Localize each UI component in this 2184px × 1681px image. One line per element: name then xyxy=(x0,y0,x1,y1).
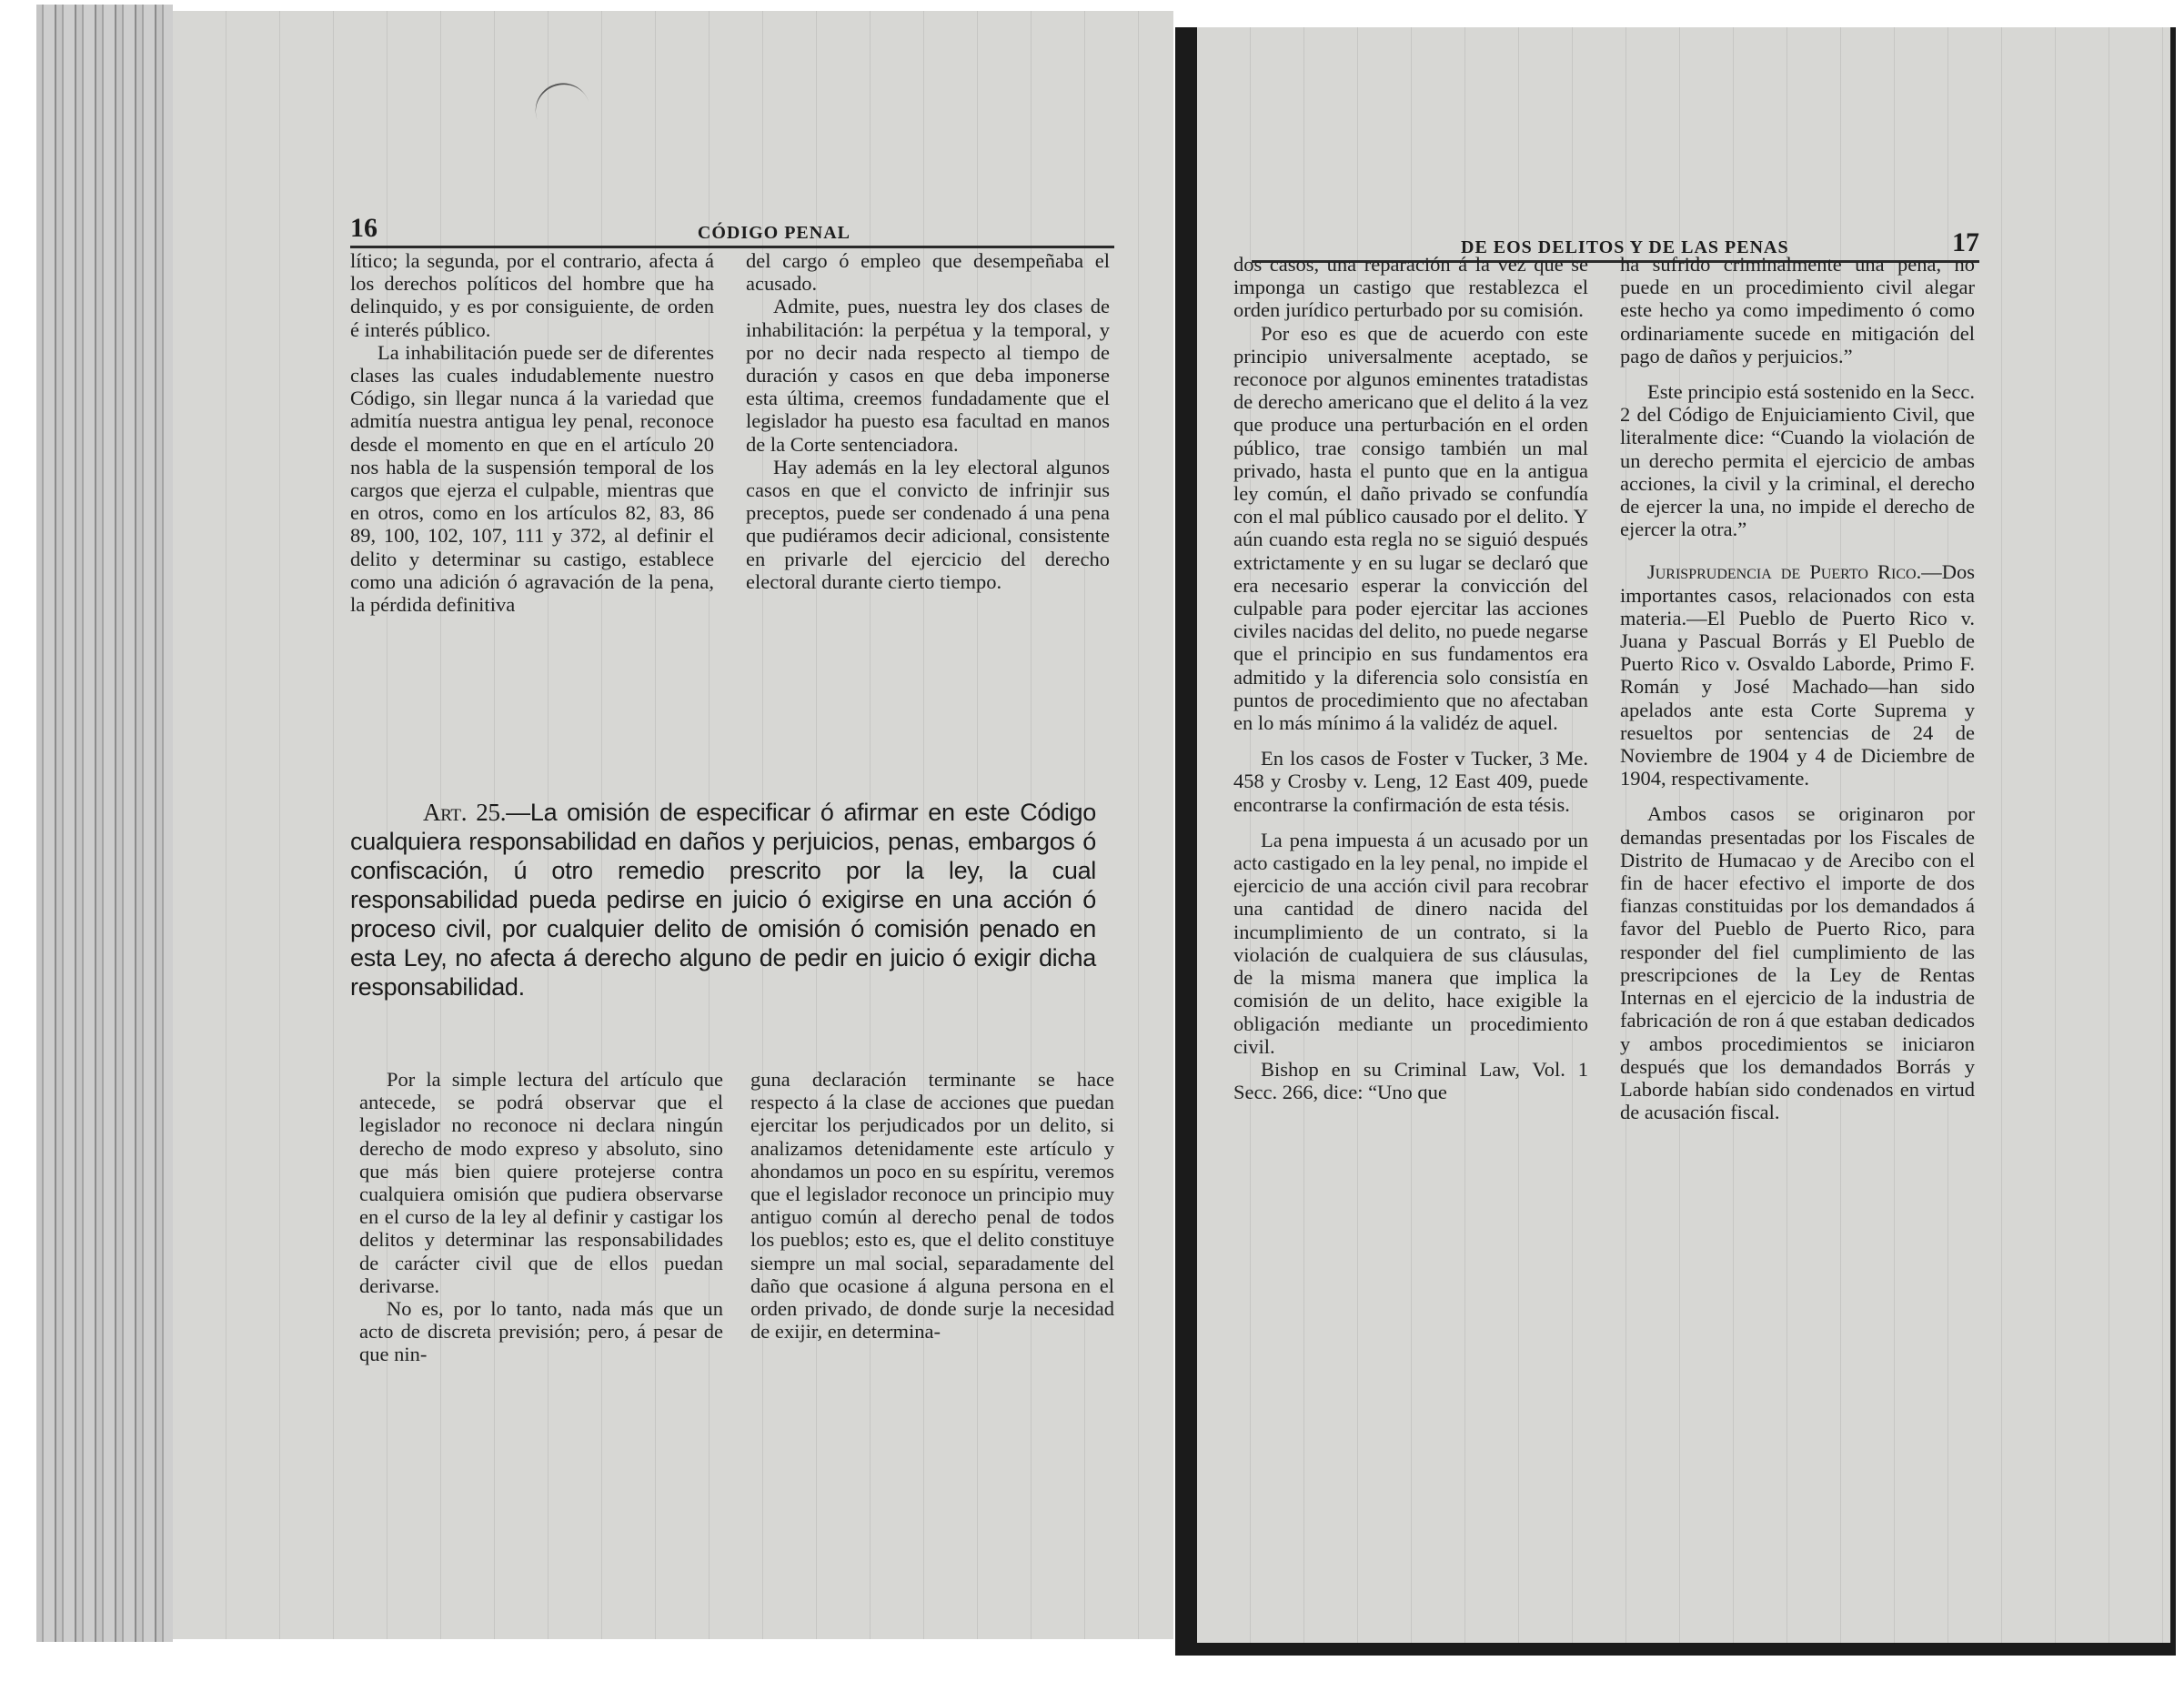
right-column-1 xyxy=(1233,253,1588,1103)
paragraph: dos casos, una reparación á la vez que se imponga un castigo que restablezca el orden jurídico perturbado por su comisión. xyxy=(1233,253,1588,322)
left-page xyxy=(173,11,1173,1639)
left-column-3 xyxy=(359,1068,723,1366)
page-number: 16 xyxy=(350,213,377,243)
paragraph: En los casos de Foster v Tucker, 3 Me. 458 y Crosby v. Leng, 12 East 409, puede encontrarse la confirmación de esta tésis. xyxy=(1233,747,1588,816)
paragraph: Admite, pues, nuestra ley dos clases de inhabilitación: la perpétua y la temporal, y por no decir nada respecto al tiempo de duración y casos en que deba imponerse esta última, creemos fundadamente que el legislador ha puesto esa facultad en manos de la Corte sentenciadora. xyxy=(746,295,1110,456)
paragraph: guna declaración terminante se hace respecto á la clase de acciones que puedan ejercitar los perjudicados por un delito, si analizamos detenidamente este artículo y ahondamos un poco en su espíritu, veremos que el legislador reconoce un principio muy antiguo común al derecho penal de todos los pueblos; esto es, que el delito constituye siempre un mal social, separadamente del daño que ocasione á alguna persona en el orden privado, de donde surje la necesidad de exijir, en determina- xyxy=(750,1068,1114,1344)
running-title: DE EOS DELITOS Y DE LAS PENAS xyxy=(1461,237,1789,257)
paragraph: Hay además en la ley electoral algunos casos en que el convicto de infrinjir sus preceptos, puede ser condenado á una pena que pudiéramos decir adicional, consistente en privarle del ejercicio del derecho electoral durante cierto tiempo. xyxy=(746,455,1110,593)
article-text: —La omisión de especificar ó afirmar en este Código cualquiera responsabilidad en daños y perjuicios, penas, embargos ó confiscación, ú otro remedio prescrito por la ley, la cual responsabilidad pueda pedirse en juicio ó exigirse en una acción ó proceso civil, por cualquier delito de omisión ó comisión penado en esta Ley, no afecta á derecho alguno de pedir en juicio ó exigir dicha responsabilidad. xyxy=(350,799,1096,1001)
paragraph: del cargo ó empleo que desempeñaba el acusado. xyxy=(746,249,1110,296)
article-label: Art. 25. xyxy=(423,799,507,826)
paragraph: ha sufrido criminalmente una pena, no puede en un procedimiento civil alegar este hecho ya como impedimento ó como ordinariamente sucede en mitigación del pago de daños y perjuicios.” xyxy=(1620,253,1975,367)
right-page xyxy=(1175,27,2176,1656)
left-column-2 xyxy=(746,249,1110,593)
jurisprudence-paragraph xyxy=(1620,560,1975,790)
page-edges xyxy=(36,5,173,1642)
paragraph: Ambos casos se originaron por demandas presentadas por los Fiscales de Distrito de Humacao y de Arecibo con el fin de hacer efectivo el importe de dos fianzas constituidas por los demandados á favor del Pueblo de Puerto Rico, para responder del fiel cumplimiento de las prescripciones de la Ley de Rentas Internas en el ejercicio de la industria de fabricación de ron á que estaban dedicados y ambos procedimientos se iniciaron después que los demandados Borrás y Laborde habían sido condenados en virtud de acusación fiscal. xyxy=(1620,802,1975,1124)
paragraph: Bishop en su Criminal Law, Vol. 1 Secc. 266, dice: “Uno que xyxy=(1233,1057,1588,1104)
running-title: CÓDIGO PENAL xyxy=(697,223,850,243)
jurisprudence-text: —Dos importantes casos, relacionados con esta materia.—El Pueblo de Puerto Rico v. Juana y Pascual Borrás y El Pueblo de Puerto Rico v. Osvaldo Laborde, Primo F. Román y José Machado—han sido apelados ante esta Corte Suprema y resueltos por sentencias de 24 de Noviembre de 1904 y 4 de Diciembre de 1904, respectivamente. xyxy=(1620,560,1975,790)
pencil-mark xyxy=(528,75,590,126)
article-25 xyxy=(350,798,1096,1002)
paragraph: lítico; la segunda, por el contrario, afecta á los derechos políticos del hombre que ha delinquido, y es por consiguiente, de orden é interés público. xyxy=(350,249,714,341)
paragraph: La pena impuesta á un acusado por un acto castigado en la ley penal, no impide el ejercicio de una acción civil para recobrar una cantidad de dinero nacida del incumplimiento de un contrato, si la violación de cualquiera de sus cláusulas, de la misma manera que implica la comisión de un delito, hace exigible la obligación mediante un procedimiento civil. xyxy=(1233,828,1588,1058)
left-column-4 xyxy=(750,1068,1114,1343)
page-number: 17 xyxy=(1952,227,1979,257)
paragraph: Por eso es que de acuerdo con este principio universalmente aceptado, se reconoce por algunos eminentes tratadistas de derecho americano que el delito á la vez que produce una perturbación en el orden público, trae consigo también un mal privado, hasta el punto que en la antigua ley común, el daño privado se confundía con el mal público causado por el delito. Y aún cuando esta regla no se siguió después extrictamente y en su lugar se declaró que era necesario esperar la convicción del culpable para poder ejercitar las acciones civiles nacidas del delito, no puede negarse que el principio en sus fundamentos era admitido y la diferencia solo consistía en puntos de procedimiento que no afectaban en lo más mínimo á la validéz de aquel. xyxy=(1233,321,1588,735)
jurisprudence-heading: Jurisprudencia de Puerto Rico. xyxy=(1647,560,1922,584)
paragraph: Este principio está sostenido en la Secc. 2 del Código de Enjuiciamiento Civil, que literalmente dice: “Cuando la violación de un derecho permita el ejercicio de ambas acciones, la civil y la criminal, el derecho de ejercer la una, no impide el derecho de ejercer la otra.” xyxy=(1620,380,1975,541)
left-running-head xyxy=(350,213,1114,248)
left-column-1 xyxy=(350,249,714,616)
paragraph: La inhabilitación puede ser de diferentes clases las cuales indudablemente nuestro Código, sin llegar nunca á la variedad que admitía nuestra antigua ley penal, reconoce desde el momento en que en el artículo 20 nos habla de la suspensión temporal de los cargos que ejerza el culpable, mientras que en otros, como en los artículos 82, 83, 86 89, 100, 102, 107, 111 y 372, al definir el delito y determinar su castigo, establece como una adición ó agravación de la pena, la pérdida definitiva xyxy=(350,340,714,617)
right-column-2 xyxy=(1620,253,1975,1123)
paragraph: No es, por lo tanto, nada más que un acto de discreta previsión; pero, á pesar de que nin- xyxy=(359,1297,723,1366)
paragraph: Por la simple lectura del artículo que antecede, se podrá observar que el legislador no reconoce ni declara ningún derecho de modo expreso y absoluto, sino que más bien quiere protejerse contra cualquiera omisión que pudiera observarse en el curso de la ley al definir y castigar los delitos y determinar las responsabilidades de carácter civil que de ellos puedan derivarse. xyxy=(359,1068,723,1297)
